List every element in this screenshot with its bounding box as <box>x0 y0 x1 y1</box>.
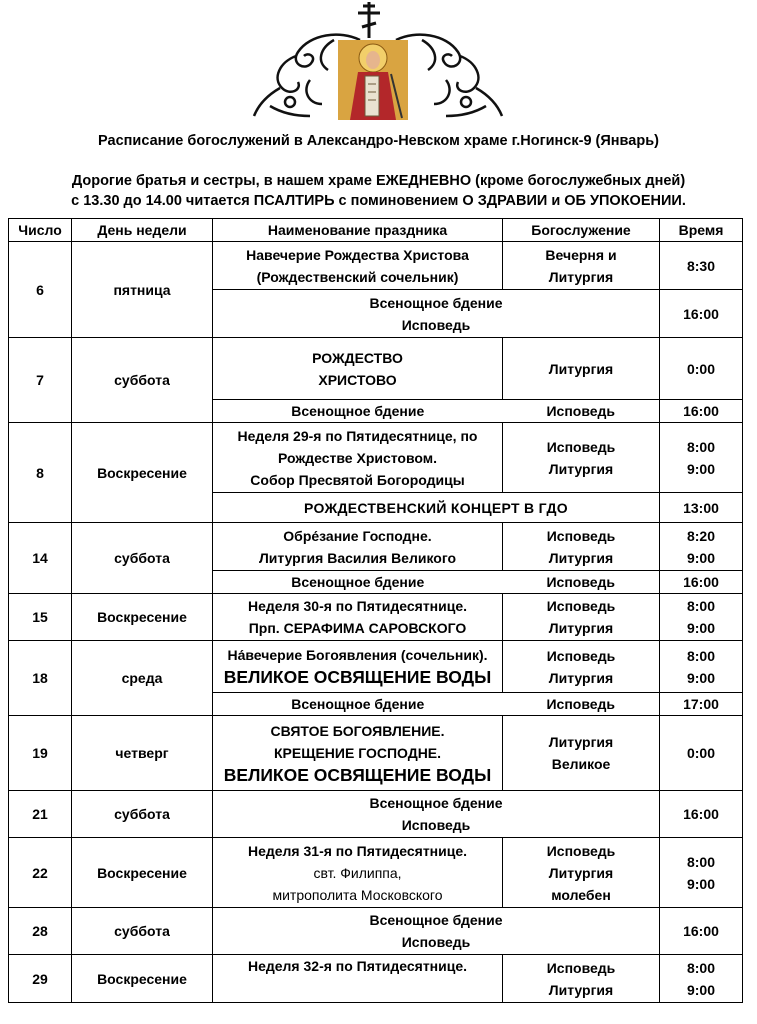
service-cell: Исповедь Литургия <box>503 641 660 693</box>
weekday-cell: суббота <box>72 791 213 838</box>
day-cell: 19 <box>9 716 72 791</box>
table-row <box>9 716 743 791</box>
day-cell: 8 <box>9 423 72 523</box>
column-header: Наименование праздника <box>213 219 503 242</box>
feast-cell: Неделя 29-я по Пятидесятнице, по Рождестве Христовом. Собор Пресвятой Богородицы <box>213 423 503 493</box>
column-header: Число <box>9 219 72 242</box>
time-cell: 16:00 <box>660 908 743 955</box>
table-row <box>9 523 743 571</box>
time-cell: 16:00 <box>660 791 743 838</box>
time-cell: 16:00 <box>660 290 743 338</box>
weekday-cell: Воскресение <box>72 423 213 523</box>
time-cell: 8:20 9:00 <box>660 523 743 571</box>
time-cell: 0:00 <box>660 338 743 400</box>
day-cell: 14 <box>9 523 72 594</box>
column-header: День недели <box>72 219 213 242</box>
time-cell: 8:00 9:00 <box>660 423 743 493</box>
feast-cell: Неделя 32-я по Пятидесятнице. <box>213 955 503 1003</box>
service-cell: Исповедь Литургия молебен <box>503 838 660 908</box>
table-row <box>9 641 743 693</box>
day-cell: 28 <box>9 908 72 955</box>
service-cell: Исповедь Литургия <box>503 594 660 641</box>
service-cell: Исповедь <box>503 693 660 716</box>
table-row <box>9 955 743 1003</box>
page-title: Расписание богослужений в Александро-Невском храме г.Ногинск-9 (Январь) <box>98 133 659 149</box>
service-cell: Исповедь Литургия <box>503 955 660 1003</box>
feast-cell: Навечерие Рождества Христова (Рождественский сочельник) <box>213 242 503 290</box>
table-row <box>9 838 743 908</box>
time-cell: 8:00 9:00 <box>660 641 743 693</box>
service-cell: Вечерня и Литургия <box>503 242 660 290</box>
service-cell: Исповедь <box>503 400 660 423</box>
day-cell: 18 <box>9 641 72 716</box>
table-row <box>9 791 743 838</box>
feast-cell: Обре́зание Господне. Литургия Василия Великого <box>213 523 503 571</box>
time-cell: 0:00 <box>660 716 743 791</box>
service-cell: Исповедь <box>503 571 660 594</box>
service-cell: Литургия Великое <box>503 716 660 791</box>
table-row <box>9 242 743 290</box>
column-header: Время <box>660 219 743 242</box>
table-row <box>9 594 743 641</box>
concert-cell: РОЖДЕСТВЕНСКИЙ КОНЦЕРТ В ГДО <box>213 493 660 523</box>
weekday-cell: среда <box>72 641 213 716</box>
time-cell: 8:00 9:00 <box>660 594 743 641</box>
table-row <box>9 908 743 955</box>
feast-cell: Неделя 31-я по Пятидесятнице. свт. Филиппа, митрополита Московского <box>213 838 503 908</box>
feast-cell: СВЯТОЕ БОГОЯВЛЕНИЕ. КРЕЩЕНИЕ ГОСПОДНЕ. ВЕЛИКОЕ ОСВЯЩЕНИЕ ВОДЫ <box>213 716 503 791</box>
table-row <box>9 423 743 493</box>
weekday-cell: Воскресение <box>72 594 213 641</box>
time-cell: 8:00 9:00 <box>660 955 743 1003</box>
weekday-cell: пятница <box>72 242 213 338</box>
day-cell: 7 <box>9 338 72 423</box>
day-cell: 29 <box>9 955 72 1003</box>
weekday-cell: суббота <box>72 523 213 594</box>
psalter-notice <box>0 171 757 211</box>
feast-cell: Всенощное бдение Исповедь <box>213 791 660 838</box>
table-header-row <box>9 219 743 242</box>
weekday-cell: суббота <box>72 908 213 955</box>
service-cell: Исповедь Литургия <box>503 523 660 571</box>
feast-cell: Всенощное бдение <box>213 571 503 594</box>
time-cell: 13:00 <box>660 493 743 523</box>
feast-cell: Всенощное бдение Исповедь <box>213 290 660 338</box>
day-cell: 6 <box>9 242 72 338</box>
service-cell: Исповедь Литургия <box>503 423 660 493</box>
day-cell: 22 <box>9 838 72 908</box>
day-cell: 15 <box>9 594 72 641</box>
service-cell: Литургия <box>503 338 660 400</box>
feast-cell: Всенощное бдение <box>213 400 503 423</box>
schedule-table <box>8 218 743 1003</box>
header-ornament <box>250 0 506 122</box>
weekday-cell: суббота <box>72 338 213 423</box>
orthodox-cross-icon <box>358 2 380 38</box>
time-cell: 17:00 <box>660 693 743 716</box>
weekday-cell: четверг <box>72 716 213 791</box>
weekday-cell: Воскресение <box>72 955 213 1003</box>
time-cell: 16:00 <box>660 400 743 423</box>
table-row <box>9 338 743 400</box>
feast-cell: Всенощное бдение <box>213 693 503 716</box>
feast-cell: Всенощное бдение Исповедь <box>213 908 660 955</box>
feast-cell: РОЖДЕСТВО ХРИСТОВО <box>213 338 503 400</box>
time-cell: 8:30 <box>660 242 743 290</box>
weekday-cell: Воскресение <box>72 838 213 908</box>
notice-line: Дорогие братья и сестры, в нашем храме ЕЖЕДНЕВНО (кроме богослужебных дней) <box>71 173 686 189</box>
column-header: Богослужение <box>503 219 660 242</box>
notice-line: с 13.30 до 14.00 читается ПСАЛТИРЬ с поминовением О ЗДРАВИИ и ОБ УПОКОЕНИИ. <box>71 193 686 209</box>
ornament-scroll-icon <box>396 35 502 116</box>
time-cell: 16:00 <box>660 571 743 594</box>
saint-icon <box>338 40 408 120</box>
feast-cell: На́вечерие Богоявления (сочельник). ВЕЛИКОЕ ОСВЯЩЕНИЕ ВОДЫ <box>213 641 503 693</box>
day-cell: 21 <box>9 791 72 838</box>
time-cell: 8:00 9:00 <box>660 838 743 908</box>
feast-cell: Неделя 30-я по Пятидесятнице. Прп. СЕРАФИМА САРОВСКОГО <box>213 594 503 641</box>
